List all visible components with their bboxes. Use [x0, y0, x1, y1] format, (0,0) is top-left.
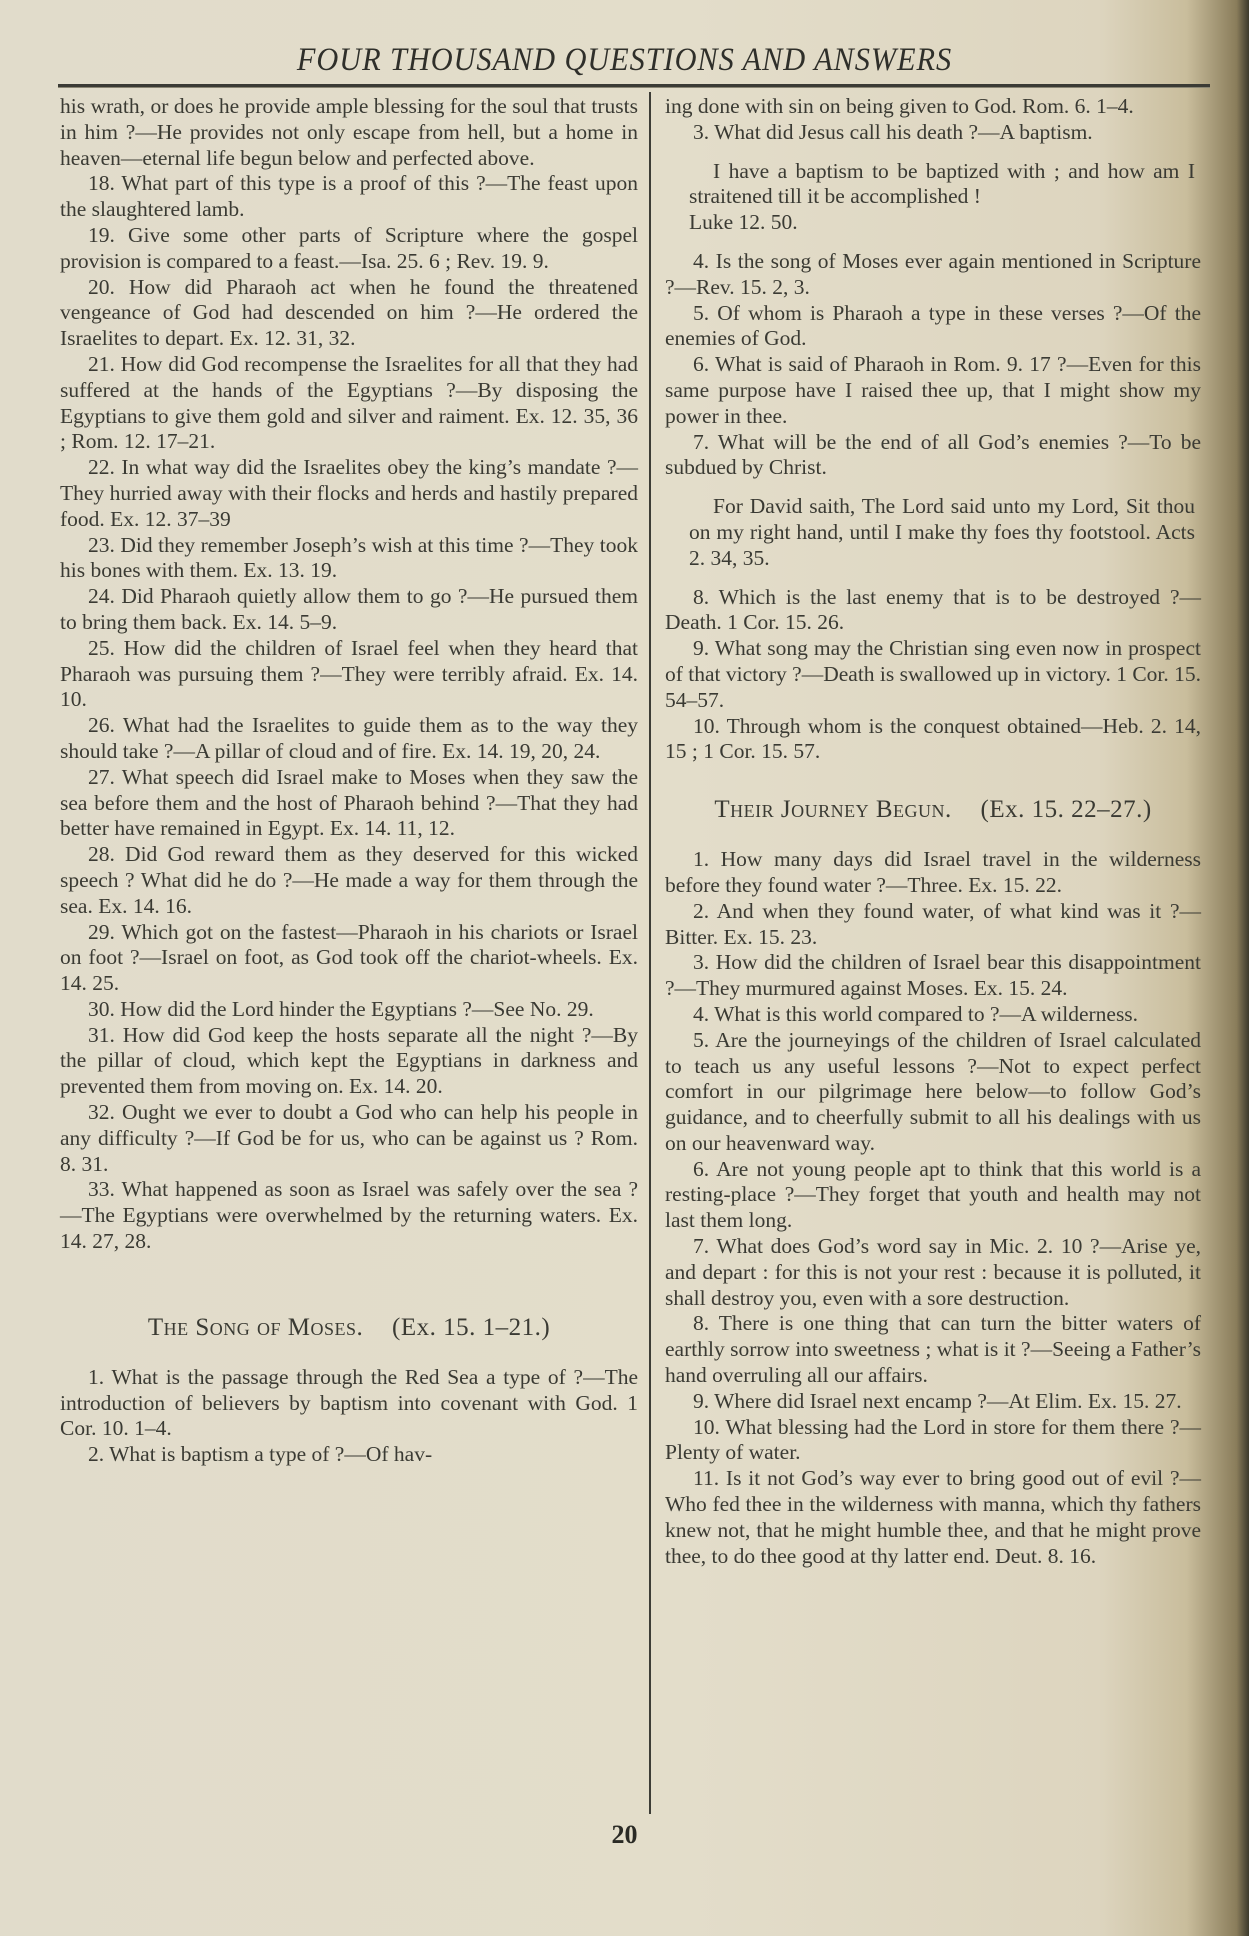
qa-item: 8. Which is the last enemy that is to be destroyed ?—Death. 1 Cor. 15. 26. [665, 584, 1201, 635]
qa-item: 18. What part of this type is a proof of this ?—The feast upon the slaughtered lamb. [60, 171, 638, 222]
qa-item: 6. What is said of Pharaoh in Rom. 9. 17 ?—Even for this same purpose have I raised thee up, that I might show my power in thee. [665, 352, 1201, 428]
section-heading [665, 795, 1201, 825]
qa-item: 25. How did the children of Israel feel when they heard that Pharaoh was pursuing them ?—They were terribly afraid. Ex. 14. 10. [60, 635, 638, 712]
section-title: The Song of Moses. [147, 1313, 364, 1341]
qa-item: 33. What happened as soon as Israel was safely over the sea ?—The Egyptians were overwhelmed by the returning waters. Ex. 14. 27, 28. [60, 1177, 638, 1254]
section-title: Their Journey Begun. [714, 796, 952, 824]
continuation-text: his wrath, or does he provide ample blessing for the soul that trusts in him ?—He provides not only escape from hell, but a home in heaven—eternal life begun below and perfected above. [60, 94, 638, 170]
right-column [665, 94, 1201, 1569]
qa-item: 32. Ought we ever to doubt a God who can help his people in any difficulty ?—If God be for us, who can be against us ? Rom. 8. 31. [60, 1100, 638, 1176]
qa-item: 28. Did God reward them as they deserved for this wicked speech ? What did he do ?—He made a way for them through the sea. Ex. 14. 16. [60, 842, 638, 918]
qa-item: 26. What had the Israelites to guide them as to the way they should take ?—A pillar of cloud and of fire. Ex. 14. 19, 20, 24. [60, 713, 638, 763]
qa-item: 10. Through whom is the conquest obtained—Heb. 2. 14, 15 ; 1 Cor. 15. 57. [665, 713, 1201, 764]
qa-item: 23. Did they remember Joseph’s wish at this time ?—They took his bones with them. Ex. 13. 19. [60, 532, 638, 583]
qa-item: 9. Where did Israel next encamp ?—At Elim. Ex. 15. 27. [693, 1388, 1182, 1413]
qa-item: 29. Which got on the fastest—Pharaoh in his chariots or Israel on foot ?—Israel on foot, as God took off the chariot-wheels. Ex. 14. 25. [60, 919, 638, 996]
section-reference: (Ex. 15. 1–21.) [392, 1313, 551, 1341]
qa-item: 22. In what way did the Israelites obey the king’s mandate ?—They hurried away with their flocks and herds and hastily prepared food. Ex. 12. 37–39 [60, 455, 638, 531]
scripture-quote [689, 494, 1195, 571]
qa-item: 3. How did the children of Israel bear this disappointment ?—They murmured against Moses. Ex. 15. 24. [665, 950, 1201, 1001]
qa-item: 19. Give some other parts of Scripture where the gospel provision is compared to a feast.—Isa. 25. 6 ; Rev. 19. 9. [60, 222, 638, 273]
scripture-quote [689, 159, 1195, 236]
qa-item: 1. How many days did Israel travel in the wilderness before they found water ?—Three. Ex. 15. 22. [665, 847, 1201, 897]
qa-item: 5. Of whom is Pharaoh a type in these verses ?—Of the enemies of God. [665, 300, 1201, 351]
quote-text: For David saith, The Lord said unto my Lord, Sit thou on my right hand, until I make thy foes thy footstool. Acts 2. 34, 35. [689, 494, 1195, 570]
qa-item: 7. What will be the end of all God’s enemies ?—To be subdued by Christ. [665, 429, 1201, 480]
qa-item: 8. There is one thing that can turn the bitter waters of earthly sorrow into sweetness ; what is it ?—Seeing a Father’s hand overruling all our affairs. [665, 1311, 1201, 1388]
qa-item: 7. What does God’s word say in Mic. 2. 10 ?—Arise ye, and depart : for this is not your rest : because it is polluted, it shall destroy you, even with a sore destruction. [665, 1234, 1201, 1310]
qa-item: 10. What blessing had the Lord in store for them there ?—Plenty of water. [665, 1414, 1201, 1465]
qa-item: 4. Is the song of Moses ever again mentioned in Scripture ?—Rev. 15. 2, 3. [665, 248, 1201, 299]
qa-item: 11. Is it not God’s way ever to bring good out of evil ?—Who fed thee in the wilderness with manna, which thy fathers knew not, that he might humble thee, and that he might prove thee, to do thee good at thy latter end. Deut. 8. 16. [665, 1466, 1201, 1568]
section-heading [60, 1313, 638, 1343]
qa-item: 1. What is the passage through the Red Sea a type of ?—The introduction of believers by baptism into covenant with God. 1 Cor. 10. 1–4. [60, 1364, 638, 1441]
qa-item: 9. What song may the Christian sing even now in prospect of that victory ?—Death is swallowed up in victory. 1 Cor. 15. 54–57. [665, 636, 1202, 712]
qa-item: 21. How did God recompense the Israelites for all that they had suffered at the hands of the Egyptians ?—By disposing the Egyptians to give them gold and silver and raiment. Ex. 12. 35, 36 ; Rom. 12. 17–21. [60, 351, 638, 454]
column-divider [649, 92, 651, 1814]
qa-item: 30. How did the Lord hinder the Egyptians ?—See No. 29. [88, 996, 594, 1021]
qa-item: 4. What is this world compared to ?—A wilderness. [693, 1001, 1139, 1026]
header-rule [58, 84, 1210, 88]
qa-item: 2. What is baptism a type of ?—Of hav- [88, 1442, 433, 1467]
running-head: FOUR THOUSAND QUESTIONS AND ANSWERS [296, 42, 953, 78]
page-number: 20 [611, 1820, 638, 1849]
continuation-text: ing done with sin on being given to God. Rom. 6. 1–4. [665, 94, 1134, 118]
qa-item: 6. Are not young people apt to think that this world is a resting-place ?—They forget that youth and health may not last them long. [665, 1156, 1201, 1233]
section-reference: (Ex. 15. 22–27.) [980, 796, 1152, 824]
qa-item: 3. What did Jesus call his death ?—A baptism. [693, 119, 1093, 144]
quote-reference: Luke 12. 50. [689, 210, 798, 235]
qa-item: 5. Are the journeyings of the children of Israel calculated to teach us any useful lessons ?—Not to expect perfect comfort in our pilgrimage here below—to follow God’s guidance, and to cheerfully submit to all his dealings with us on our heavenward way. [665, 1027, 1201, 1155]
qa-item: 31. How did God keep the hosts separate all the night ?—By the pillar of cloud, which kept the Egyptians in darkness and prevented them from moving on. Ex. 14. 20. [60, 1022, 638, 1099]
qa-item: 20. How did Pharaoh act when he found the threatened vengeance of God had descended on him ?—He ordered the Israelites to depart. Ex. 12. 31, 32. [60, 274, 638, 351]
qa-item: 2. And when they found water, of what kind was it ?—Bitter. Ex. 15. 23. [665, 898, 1201, 949]
qa-item: 27. What speech did Israel make to Moses when they saw the sea before them and the host of Pharaoh behind ?—That they had better have remained in Egypt. Ex. 14. 11, 12. [60, 764, 638, 841]
quote-text: I have a baptism to be baptized with ; and how am I straitened till it be accomplished ! [689, 158, 1195, 209]
left-column [60, 94, 638, 1468]
qa-item: 24. Did Pharaoh quietly allow them to go ?—He pursued them to bring them back. Ex. 14. 5–9. [60, 584, 638, 634]
